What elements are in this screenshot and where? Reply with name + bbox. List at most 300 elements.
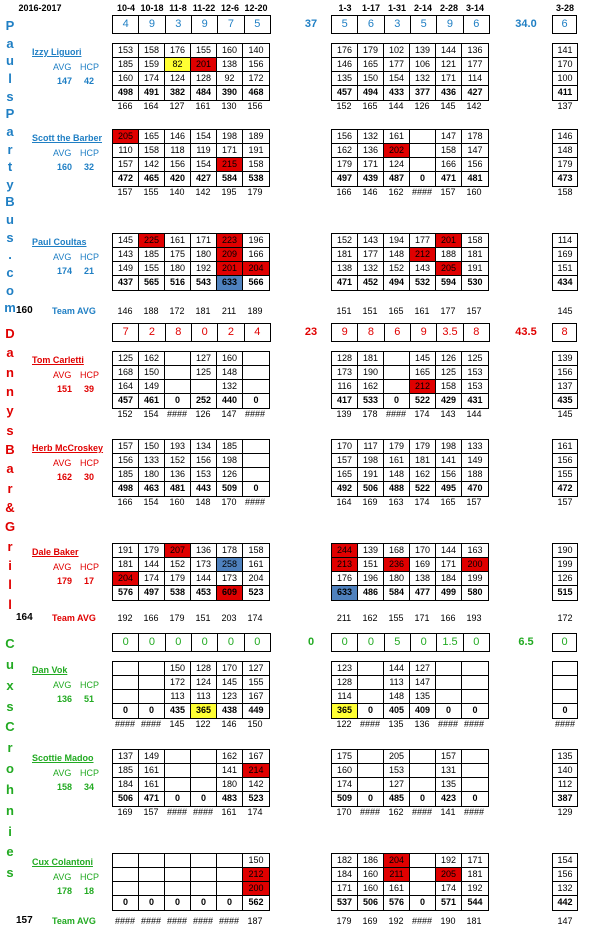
weekly-average-row — [331, 719, 487, 729]
player-average: 179 — [57, 576, 73, 586]
game-row — [113, 468, 269, 482]
team-name-letter: s — [6, 422, 14, 438]
score-cell: 144 — [139, 558, 165, 572]
avg-label: AVG — [53, 62, 72, 72]
weekly-average-row — [112, 497, 268, 507]
date-header: 10-18 — [140, 3, 164, 13]
game-row — [553, 704, 577, 718]
weekly-average: 146 — [221, 719, 237, 729]
game-row — [553, 868, 577, 882]
team-week-average: 192 — [388, 916, 404, 926]
weekly-average: 158 — [557, 187, 573, 197]
score-cell: 154 — [384, 72, 410, 86]
score-cell: 157 — [436, 750, 462, 764]
score-cell: 184 — [436, 572, 462, 586]
weekly-average: #### — [114, 719, 136, 729]
score-cell — [191, 764, 217, 778]
score-cell: 186 — [358, 854, 384, 868]
game-row — [332, 854, 488, 868]
score-cell: 162 — [139, 352, 165, 366]
score-cell: 158 — [436, 144, 462, 158]
weekly-average: 166 — [117, 101, 133, 111]
score-cell: 156 — [553, 366, 577, 380]
game-row — [113, 482, 269, 496]
score-cell — [384, 352, 410, 366]
score-grid — [552, 749, 578, 807]
team-name-letter: t — [7, 159, 13, 175]
score-cell: 471 — [139, 792, 165, 806]
points-cell: 0 — [192, 324, 218, 341]
score-cell: 487 — [384, 172, 410, 186]
score-cell: 516 — [165, 276, 191, 290]
game-row — [553, 366, 577, 380]
team-name-letter: r — [7, 740, 13, 756]
score-cell: 161 — [384, 130, 410, 144]
score-cell: 244 — [332, 544, 358, 558]
score-cell: 153 — [191, 468, 217, 482]
team-week-average: 187 — [247, 916, 263, 926]
score-cell: 136 — [462, 44, 488, 58]
points-cell: 2 — [139, 324, 165, 341]
score-cell: 161 — [384, 882, 410, 896]
score-cell — [462, 690, 488, 704]
score-cell: 180 — [165, 262, 191, 276]
team-name-letter: l — [8, 577, 12, 593]
weekly-average: 174 — [247, 807, 263, 817]
team-name-letter: C — [5, 719, 15, 735]
points-cell: 6 — [473, 18, 480, 30]
game-row — [113, 544, 269, 558]
weekly-average: #### — [244, 497, 266, 507]
score-cell — [165, 750, 191, 764]
team-week-average: 169 — [362, 916, 378, 926]
team-name-letter: u — [6, 656, 14, 672]
team-name-letter: l — [8, 596, 12, 612]
game-row — [332, 352, 488, 366]
score-cell: 131 — [436, 764, 462, 778]
team-name-letter: s — [6, 865, 14, 881]
points-cell: 0 — [166, 634, 192, 651]
hcp-label: HCP — [80, 872, 100, 882]
score-cell: 159 — [139, 58, 165, 72]
score-cell: 134 — [191, 440, 217, 454]
team-name-letter: & — [5, 500, 15, 515]
score-cell: 177 — [462, 58, 488, 72]
points-cell: 0 — [218, 634, 244, 651]
score-cell: 171 — [436, 558, 462, 572]
game-row — [332, 868, 488, 882]
game-row — [113, 380, 269, 394]
weekly-average-row — [112, 187, 268, 197]
score-cell: 161 — [139, 778, 165, 792]
score-cell: 576 — [113, 586, 139, 600]
avg-label: AVG — [53, 252, 72, 262]
score-cell: 156 — [332, 130, 358, 144]
game-row — [553, 778, 577, 792]
points-cell: 3 — [385, 16, 411, 33]
score-cell: 427 — [467, 87, 483, 97]
score-cell: 198 — [358, 454, 384, 468]
score-cell: 171 — [358, 158, 384, 172]
team-name-letter: n — [6, 802, 14, 818]
score-cell: 199 — [462, 572, 488, 586]
game-row — [553, 544, 577, 558]
score-cell: 146 — [553, 130, 577, 144]
score-cell — [462, 676, 488, 690]
score-cell — [165, 352, 191, 366]
score-cell: 200 — [462, 558, 488, 572]
game-row — [113, 86, 269, 100]
score-cell: 140 — [243, 44, 269, 58]
score-cell: 144 — [436, 544, 462, 558]
score-cell: 533 — [358, 394, 384, 408]
game-row — [113, 764, 269, 778]
hcp-label: HCP — [80, 768, 100, 778]
score-cell: 207 — [165, 544, 191, 558]
score-cell: 497 — [139, 586, 165, 600]
points-box-second-half — [331, 15, 490, 34]
team-name-letter: l — [8, 70, 12, 86]
weekly-average: #### — [554, 719, 576, 729]
date-header: 11-22 — [192, 3, 216, 13]
score-cell: 147 — [410, 676, 436, 690]
avg-label: AVG — [53, 458, 72, 468]
weekly-average: 157 — [143, 807, 159, 817]
player-handicap: 21 — [84, 266, 95, 276]
score-cell — [217, 882, 243, 896]
score-cell: 171 — [217, 144, 243, 158]
score-cell — [191, 854, 217, 868]
player-handicap: 30 — [84, 472, 95, 482]
score-cell: 106 — [410, 58, 436, 72]
score-grid — [552, 233, 578, 291]
score-cell: 128 — [332, 352, 358, 366]
score-cell: 0 — [410, 172, 436, 186]
game-row — [553, 676, 577, 690]
team-average-value: 160 — [16, 305, 33, 316]
team-week-average: 146 — [117, 306, 133, 316]
score-cell: 113 — [165, 690, 191, 704]
score-cell: 151 — [358, 558, 384, 572]
game-row — [113, 882, 269, 896]
score-cell: 114 — [553, 234, 577, 248]
date-header: 3-28 — [555, 3, 574, 13]
weekly-average: 129 — [557, 807, 573, 817]
player-name: Cux Colantoni — [32, 857, 93, 867]
score-cell — [165, 366, 191, 380]
score-cell — [384, 366, 410, 380]
weekly-average: #### — [140, 719, 162, 729]
score-cell: 169 — [553, 248, 577, 262]
score-cell — [139, 662, 165, 676]
game-row — [113, 44, 269, 58]
score-grid — [552, 439, 578, 497]
player-name: Paul Coultas — [32, 237, 87, 247]
game-row — [553, 158, 577, 172]
avg-label: AVG — [53, 562, 72, 572]
game-row — [332, 558, 488, 572]
game-row — [553, 572, 577, 586]
game-row — [113, 130, 269, 144]
score-cell: 113 — [384, 676, 410, 690]
score-cell: 162 — [410, 468, 436, 482]
score-cell: 133 — [462, 440, 488, 454]
score-cell: 212 — [410, 248, 436, 262]
score-cell: 180 — [217, 778, 243, 792]
weekly-average: 147 — [221, 409, 237, 419]
score-cell: 175 — [165, 248, 191, 262]
score-cell — [165, 778, 191, 792]
game-row — [332, 468, 488, 482]
score-cell — [553, 662, 577, 676]
score-cell: 0 — [139, 896, 165, 910]
score-cell: 453 — [191, 586, 217, 600]
date-header: 12-20 — [244, 3, 268, 13]
score-cell: 173 — [332, 366, 358, 380]
score-cell: 160 — [332, 764, 358, 778]
weekly-average: 160 — [169, 497, 185, 507]
score-cell: 192 — [462, 882, 488, 896]
team-name-letter: c — [6, 265, 14, 281]
score-cell: 211 — [384, 868, 410, 882]
points-cell: 0 — [254, 636, 261, 648]
game-row — [113, 572, 269, 586]
weekly-average: #### — [463, 719, 485, 729]
team-name-letter: B — [5, 194, 15, 210]
points-cell: 9 — [332, 324, 358, 341]
score-cell: 457 — [113, 394, 139, 408]
score-cell: 204 — [113, 572, 139, 586]
weekly-average: 139 — [336, 409, 352, 419]
score-cell: 167 — [243, 690, 269, 704]
score-cell — [436, 662, 462, 676]
score-cell — [139, 690, 165, 704]
points-cell: 1.5 — [437, 634, 463, 651]
team-average-row — [331, 306, 487, 316]
score-cell: 0 — [562, 705, 568, 715]
score-grid — [552, 43, 578, 101]
game-row — [332, 792, 488, 806]
game-row — [113, 366, 269, 380]
weekly-average: 179 — [247, 187, 263, 197]
hcp-label: HCP — [80, 252, 100, 262]
score-cell: 191 — [243, 144, 269, 158]
game-row — [113, 248, 269, 262]
score-cell — [113, 676, 139, 690]
score-cell: 155 — [243, 676, 269, 690]
team-week-average: 151 — [195, 613, 211, 623]
game-row — [332, 750, 488, 764]
score-cell: 188 — [462, 468, 488, 482]
score-cell: 160 — [217, 352, 243, 366]
score-cell: 170 — [332, 440, 358, 454]
score-cell — [191, 750, 217, 764]
game-row — [332, 172, 488, 186]
score-cell: 181 — [462, 868, 488, 882]
team-week-average: #### — [411, 916, 433, 926]
score-cell: 201 — [217, 262, 243, 276]
score-cell: 0 — [139, 704, 165, 718]
score-cell: 494 — [358, 86, 384, 100]
points-box-final: 6 — [552, 15, 577, 34]
score-cell: 199 — [553, 558, 577, 572]
score-cell — [243, 366, 269, 380]
team-week-average: 165 — [388, 306, 404, 316]
weekly-average: 146 — [362, 187, 378, 197]
score-cell: 225 — [139, 234, 165, 248]
score-cell: 150 — [139, 366, 165, 380]
game-row — [113, 352, 269, 366]
team-week-average: #### — [192, 916, 214, 926]
player-average: 160 — [57, 162, 73, 172]
score-cell: 223 — [217, 234, 243, 248]
weekly-average-row — [552, 719, 578, 729]
score-cell — [436, 690, 462, 704]
game-row — [332, 380, 488, 394]
weekly-average: #### — [411, 187, 433, 197]
score-cell: 484 — [191, 86, 217, 100]
score-grid — [112, 43, 270, 101]
weekly-average: 163 — [388, 497, 404, 507]
score-cell: 156 — [165, 158, 191, 172]
game-row — [332, 572, 488, 586]
weekly-average: 157 — [440, 187, 456, 197]
score-cell: 126 — [217, 468, 243, 482]
score-cell: 488 — [384, 482, 410, 496]
score-cell: 154 — [191, 130, 217, 144]
score-cell: 138 — [410, 572, 436, 586]
team-week-average: 162 — [362, 613, 378, 623]
score-cell: 565 — [139, 276, 165, 290]
weekly-average: 166 — [336, 187, 352, 197]
score-cell: 169 — [410, 558, 436, 572]
game-row — [113, 690, 269, 704]
score-cell: 405 — [384, 704, 410, 718]
score-cell: 139 — [553, 352, 577, 366]
score-cell: 193 — [165, 440, 191, 454]
game-row — [113, 792, 269, 806]
team-name-letter: e — [6, 844, 14, 860]
weekly-average: 157 — [117, 187, 133, 197]
team-name-letter: i — [8, 823, 12, 839]
score-cell: 158 — [139, 44, 165, 58]
score-cell: 179 — [553, 158, 577, 172]
game-row — [113, 58, 269, 72]
score-cell: 190 — [553, 544, 577, 558]
avg-label: AVG — [53, 872, 72, 882]
game-row — [553, 144, 577, 158]
score-cell: 100 — [553, 72, 577, 86]
score-cell: 162 — [217, 750, 243, 764]
game-row — [553, 248, 577, 262]
score-cell: 198 — [217, 130, 243, 144]
score-cell: 258 — [217, 558, 243, 572]
score-cell: 151 — [553, 262, 577, 276]
score-cell: 125 — [191, 366, 217, 380]
score-cell: 0 — [358, 792, 384, 806]
team-name-letter: o — [6, 282, 14, 298]
score-cell: 157 — [113, 440, 139, 454]
player-average: 162 — [57, 472, 73, 482]
score-cell: 515 — [557, 587, 573, 597]
score-cell: 417 — [332, 394, 358, 408]
score-cell: 449 — [248, 705, 264, 715]
score-cell: 544 — [467, 897, 483, 907]
game-row — [113, 454, 269, 468]
team-average-row — [112, 306, 268, 316]
score-cell: 633 — [217, 276, 243, 290]
date-header: 1-31 — [387, 3, 406, 13]
season-label: 2016-2017 — [18, 3, 62, 13]
player-average: 158 — [57, 782, 73, 792]
score-cell: 181 — [410, 454, 436, 468]
score-cell: 436 — [436, 86, 462, 100]
score-cell — [165, 854, 191, 868]
score-cell: 580 — [467, 587, 483, 597]
score-cell: 365 — [332, 704, 358, 718]
weekly-average: 145 — [557, 409, 573, 419]
score-cell: 435 — [165, 704, 191, 718]
score-cell: 143 — [113, 248, 139, 262]
score-cell: 204 — [243, 262, 269, 276]
score-cell: 144 — [191, 572, 217, 586]
points-box-second-half — [331, 633, 490, 652]
weekly-average: 140 — [169, 187, 185, 197]
score-grid — [331, 543, 489, 601]
weekly-average: 143 — [440, 409, 456, 419]
score-cell: 212 — [410, 380, 436, 394]
weekly-average: 152 — [336, 101, 352, 111]
score-cell: 522 — [410, 482, 436, 496]
score-cell: 202 — [384, 144, 410, 158]
score-grid — [552, 129, 578, 187]
game-row — [553, 58, 577, 72]
team-average-row — [552, 916, 578, 926]
weekly-average: 144 — [388, 101, 404, 111]
score-cell: 566 — [248, 277, 264, 287]
score-cell: 442 — [557, 897, 573, 907]
score-cell: 191 — [358, 468, 384, 482]
score-cell — [217, 854, 243, 868]
score-cell — [462, 764, 488, 778]
weekly-average-row — [552, 187, 578, 197]
weekly-average: 170 — [336, 807, 352, 817]
score-cell: 156 — [191, 454, 217, 468]
score-cell: 377 — [410, 86, 436, 100]
score-cell: 433 — [384, 86, 410, 100]
player-name: Tom Carletti — [32, 355, 84, 365]
game-row — [332, 276, 488, 290]
game-row — [332, 778, 488, 792]
team-average-row — [112, 613, 268, 623]
game-row — [553, 130, 577, 144]
score-cell: 174 — [332, 778, 358, 792]
score-cell — [358, 662, 384, 676]
game-row — [332, 440, 488, 454]
score-cell: 463 — [139, 482, 165, 496]
score-cell: 185 — [113, 58, 139, 72]
score-cell: 171 — [191, 234, 217, 248]
score-cell: 609 — [217, 586, 243, 600]
score-cell: 178 — [217, 544, 243, 558]
points-cell: 5 — [385, 634, 411, 651]
score-cell: 135 — [436, 778, 462, 792]
score-cell: 150 — [165, 662, 191, 676]
date-header: 1-17 — [361, 3, 380, 13]
score-cell: 137 — [113, 750, 139, 764]
game-row — [113, 586, 269, 600]
score-cell: 110 — [113, 144, 139, 158]
